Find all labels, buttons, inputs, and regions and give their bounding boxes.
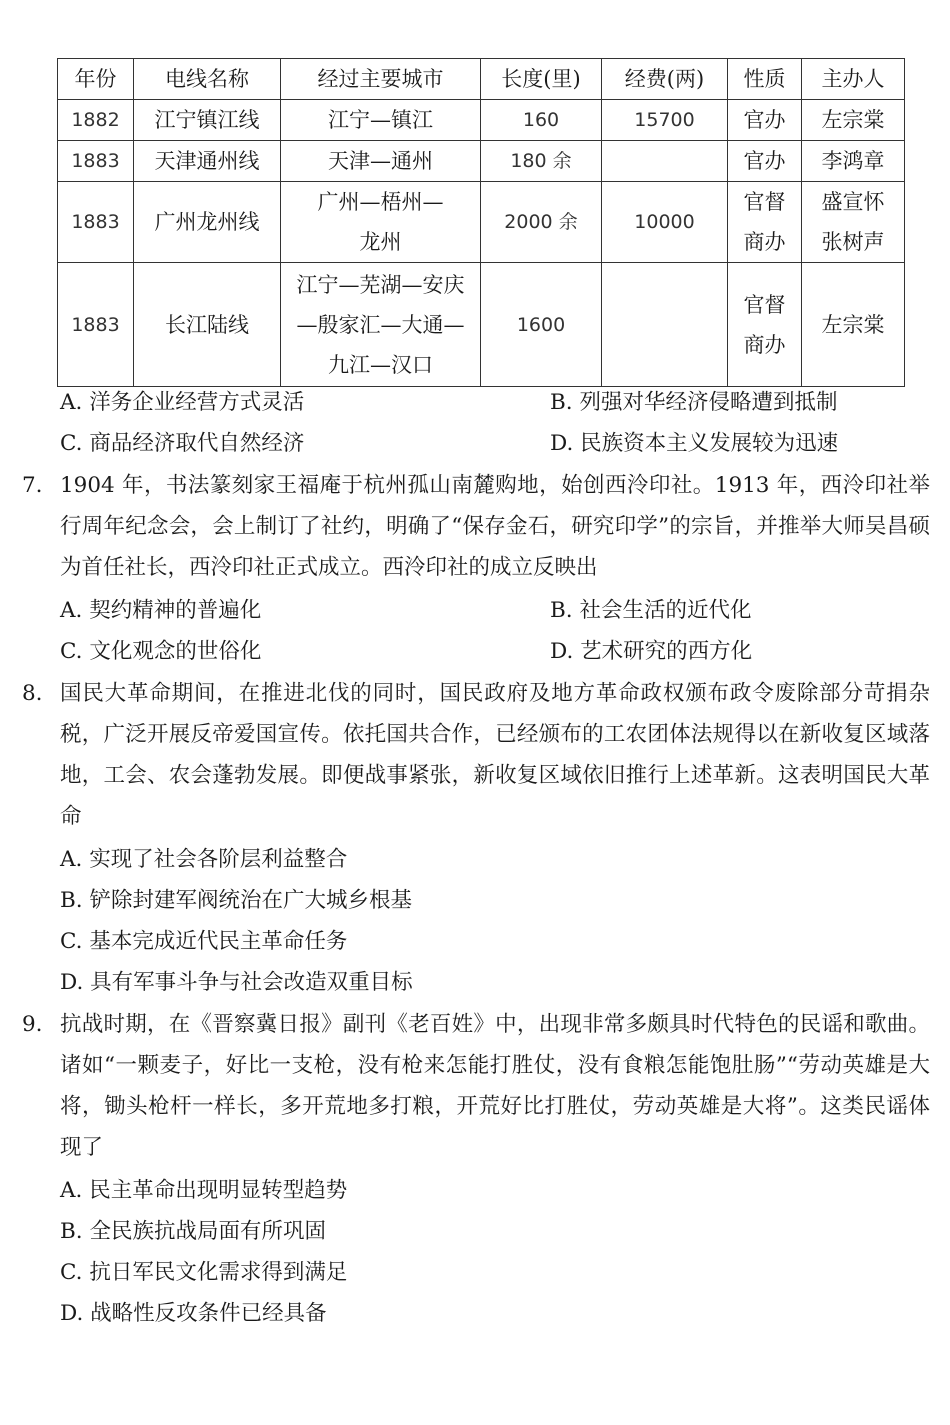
table-row — [58, 141, 905, 182]
header-length: 长度(里) — [481, 59, 602, 100]
cell-line-name: 广州龙州线 — [134, 182, 281, 263]
cell-founder — [802, 263, 905, 387]
nature-line: 官督 — [743, 190, 786, 214]
cell-cost: 10000 — [602, 182, 728, 263]
cell-cities — [281, 100, 481, 141]
founder-line: 左宗棠 — [821, 312, 885, 337]
q8-option-a[interactable]: A. 实现了社会各阶层利益整合 — [60, 847, 348, 872]
cell-founder — [802, 100, 905, 141]
founder-line: 盛宣怀 — [821, 190, 885, 214]
cities-line: 天津—通州 — [328, 149, 433, 173]
founder-line: 李鸿章 — [821, 149, 885, 173]
cities-line: 龙州 — [359, 230, 402, 254]
question-stem: 国民大革命期间，在推进北伐的同时，国民政府及地方革命政权颁布政令废除部分苛捐杂税，广泛开展反帝爱国宣传。依托国共合作，已经颁布的工农团体法规得以在新收复区域落地，工会、农会蓬勃发展。即便战事紧张，新收复区域依旧推行上述革新。这表明国民大革命 — [60, 681, 930, 829]
cell-length: 160 — [481, 100, 602, 141]
founder-line: 左宗棠 — [821, 108, 885, 132]
cell-line-name: 长江陆线 — [134, 263, 281, 387]
cell-cities — [281, 182, 481, 263]
cell-founder — [802, 141, 905, 182]
cell-nature — [728, 182, 802, 263]
table-row — [58, 100, 905, 141]
q9-option-b[interactable]: B. 全民族抗战局面有所巩固 — [60, 1219, 326, 1244]
cell-cities — [281, 263, 481, 387]
cities-line: —殷家汇—大通— — [296, 312, 465, 337]
telegraph-lines-table — [57, 58, 905, 387]
cell-cost: 15700 — [602, 100, 728, 141]
header-line-name: 电线名称 — [134, 59, 281, 100]
question-number: 9. — [22, 1012, 43, 1037]
q6-option-d[interactable]: D. 民族资本主义发展较为迅速 — [550, 431, 839, 456]
question-number: 8. — [22, 681, 43, 706]
table-row — [58, 182, 905, 263]
header-year: 年份 — [58, 59, 134, 100]
q9-option-c[interactable]: C. 抗日军民文化需求得到满足 — [60, 1260, 348, 1285]
cell-founder — [802, 182, 905, 263]
nature-line: 商办 — [743, 332, 786, 357]
q6-option-a[interactable]: A. 洋务企业经营方式灵活 — [60, 390, 305, 415]
cell-cities — [281, 141, 481, 182]
cell-nature — [728, 100, 802, 141]
header-cost: 经费(两) — [602, 59, 728, 100]
q7-option-b[interactable]: B. 社会生活的近代化 — [550, 598, 752, 623]
q7-option-c[interactable]: C. 文化观念的世俗化 — [60, 639, 262, 664]
cities-line: 江宁—镇江 — [328, 108, 433, 132]
q6-option-c[interactable]: C. 商品经济取代自然经济 — [60, 431, 305, 456]
q7-option-d[interactable]: D. 艺术研究的西方化 — [550, 639, 753, 664]
cell-year: 1883 — [58, 182, 134, 263]
cell-length: 180 余 — [481, 141, 602, 182]
q9-option-a[interactable]: A. 民主革命出现明显转型趋势 — [60, 1178, 348, 1203]
table-row — [58, 263, 905, 387]
question-number: 7. — [22, 473, 43, 498]
cell-length: 1600 — [481, 263, 602, 387]
q8-option-d[interactable]: D. 具有军事斗争与社会改造双重目标 — [60, 970, 413, 995]
cell-nature — [728, 263, 802, 387]
q6-option-b[interactable]: B. 列强对华经济侵略遭到抵制 — [550, 390, 838, 415]
nature-line: 官督 — [743, 292, 786, 317]
table-header-row — [58, 59, 905, 100]
cell-year: 1882 — [58, 100, 134, 141]
q8-option-b[interactable]: B. 铲除封建军阀统治在广大城乡根基 — [60, 888, 412, 913]
nature-line: 商办 — [743, 230, 786, 254]
cell-line-name: 江宁镇江线 — [134, 100, 281, 141]
header-nature: 性质 — [728, 59, 802, 100]
q9-option-d[interactable]: D. 战略性反攻条件已经具备 — [60, 1301, 327, 1326]
nature-line: 官办 — [743, 149, 786, 173]
nature-line: 官办 — [743, 108, 786, 132]
q8-option-c[interactable]: C. 基本完成近代民主革命任务 — [60, 929, 348, 954]
cell-line-name: 天津通州线 — [134, 141, 281, 182]
header-cities: 经过主要城市 — [281, 59, 481, 100]
cell-year: 1883 — [58, 263, 134, 387]
cell-length: 2000 余 — [481, 182, 602, 263]
cities-line: 广州—梧州— — [317, 190, 444, 214]
q7-option-a[interactable]: A. 契约精神的普遍化 — [60, 598, 262, 623]
founder-line: 张树声 — [821, 230, 885, 254]
header-founder: 主办人 — [802, 59, 905, 100]
cell-year: 1883 — [58, 141, 134, 182]
question-stem: 1904 年，书法篆刻家王福庵于杭州孤山南麓购地，始创西泠印社。1913 年，西泠印社举行周年纪念会，会上制订了社约，明确了“保存金石，研究印学”的宗旨，并推举大师吴昌硕为首任社长，西泠印社正式成立。西泠印社的成立反映出 — [60, 473, 930, 580]
cell-cost — [602, 141, 728, 182]
cities-line: 九江—汉口 — [328, 352, 433, 377]
cell-cost — [602, 263, 728, 387]
question-stem: 抗战时期，在《晋察冀日报》副刊《老百姓》中，出现非常多颇具时代特色的民谣和歌曲。诸如“一颗麦子，好比一支枪，没有枪来怎能打胜仗，没有食粮怎能饱肚肠”“劳动英雄是大将，锄头枪杆一样长，多开荒地多打粮，开荒好比打胜仗，劳动英雄是大将”。这类民谣体现了 — [60, 1012, 930, 1160]
cell-nature — [728, 141, 802, 182]
cities-line: 江宁—芜湖—安庆 — [296, 272, 465, 297]
